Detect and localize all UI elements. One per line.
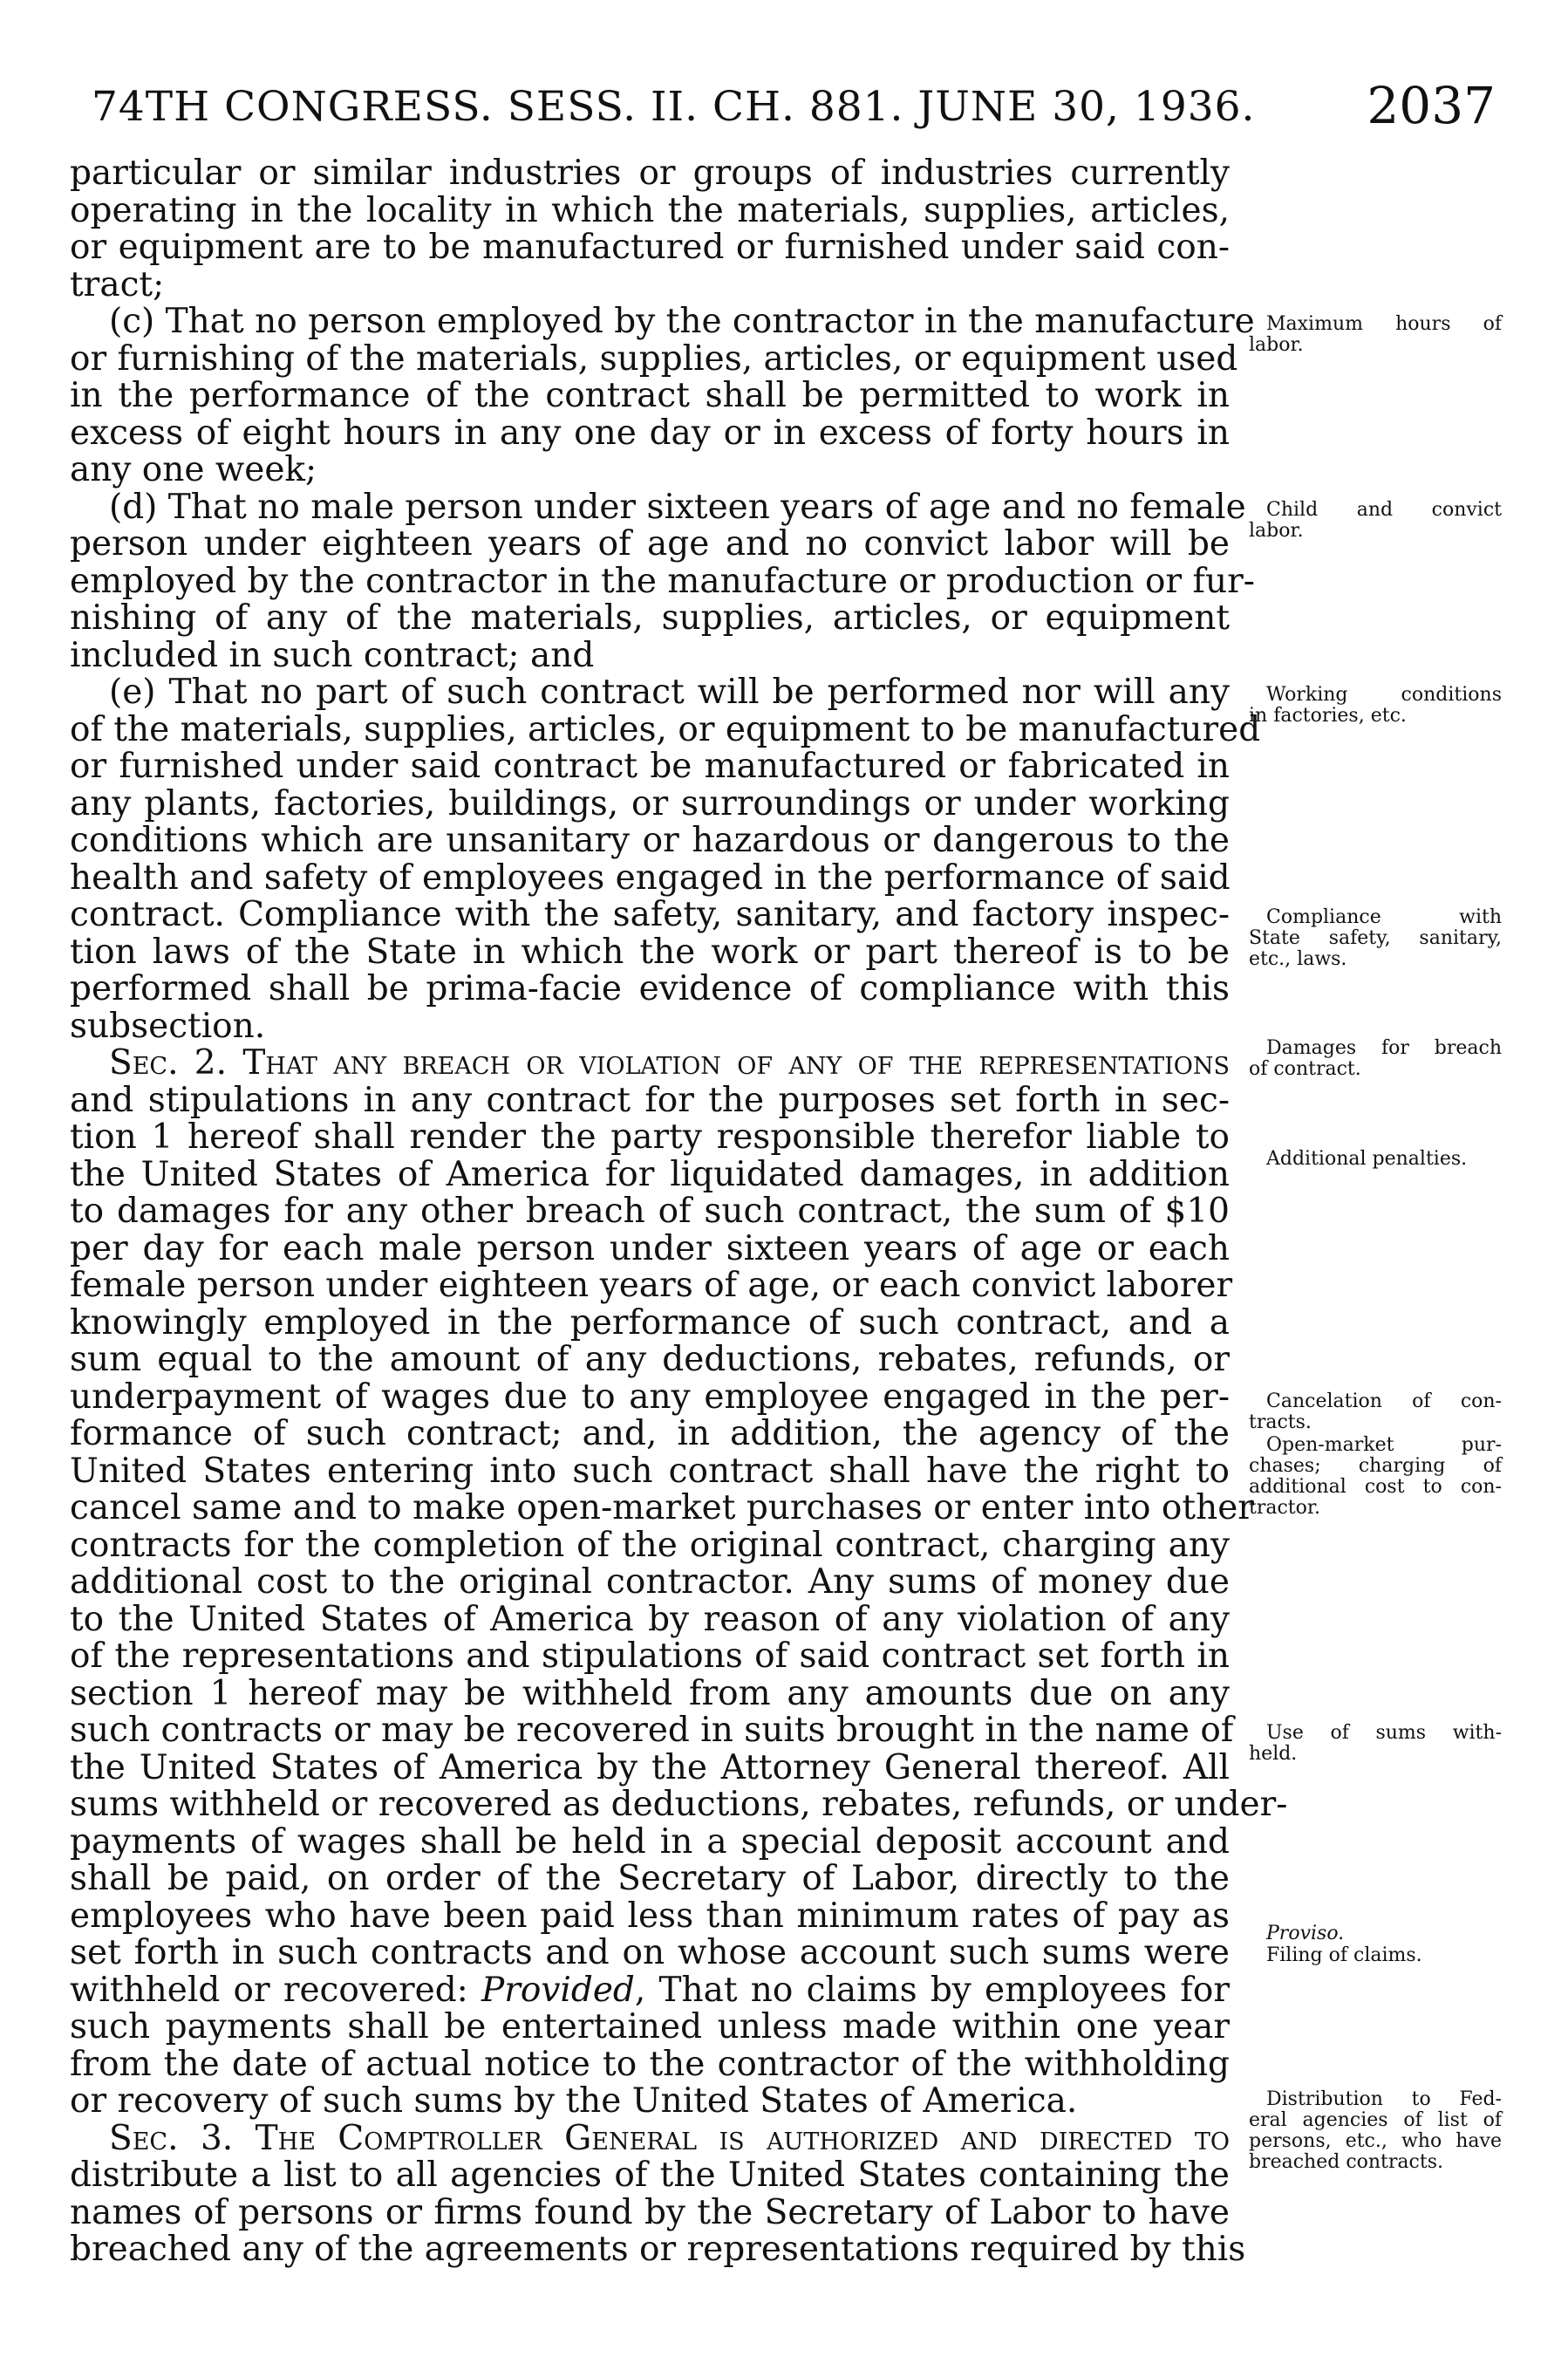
margin-note-working-conditions: Working conditions in factories, etc. bbox=[1249, 684, 1502, 727]
text-line: section 1 hereof may be withheld from any amounts due on any bbox=[70, 1673, 1230, 1713]
text-line: included in such contract; and bbox=[70, 635, 595, 675]
margin-note-proviso: Proviso. bbox=[1266, 1923, 1345, 1944]
text-line: such contracts or may be recovered in suits brought in the name of bbox=[70, 1711, 1234, 1750]
text-line: or furnished under said contract be manufactured or fabricated in bbox=[70, 747, 1230, 786]
text-fragment: withheld or recovered: bbox=[70, 1970, 482, 2010]
text-line: sums withheld or recovered as deductions, rebates, refunds, or under- bbox=[70, 1785, 1288, 1824]
text-line: tion 1 hereof shall render the party responsible therefor liable to bbox=[70, 1117, 1230, 1157]
statute-text bbox=[70, 154, 1288, 2269]
text-line: female person under eighteen years of age, or each convict laborer bbox=[70, 1266, 1233, 1305]
text-fragment: , That no claims by employees for bbox=[634, 1970, 1230, 2010]
text-line: knowingly employed in the performance of such contract, and a bbox=[70, 1302, 1230, 1343]
margin-note-open-market: Open-market pur- chases; charging of additional cost to con- tractor. bbox=[1249, 1434, 1502, 1519]
text-line: or furnishing of the materials, supplies, articles, or equipment used bbox=[70, 338, 1238, 379]
margin-note-filing-claims: Filing of claims. bbox=[1266, 1944, 1422, 1966]
text-line: names of persons or firms found by the Secretary of Labor to have bbox=[70, 2192, 1230, 2232]
text-line: additional cost to the original contractor. Any sums of money due bbox=[70, 1562, 1230, 1602]
text-line: set forth in such contracts and on whose account such sums were bbox=[70, 1933, 1230, 1972]
margin-note-distribution: Distribution to Fed- eral agencies of list of persons, etc., who have breached contracts. bbox=[1249, 2088, 1502, 2173]
text-line: health and safety of employees engaged in the performance of said bbox=[70, 857, 1231, 898]
text-line: any plants, factories, buildings, or surroundings or under working bbox=[70, 783, 1230, 823]
text-line: operating in the locality in which the materials, supplies, articles, bbox=[70, 190, 1230, 230]
text-line-proviso bbox=[70, 1972, 1230, 2010]
text-line: (d) That no male person under sixteen years of age and no female bbox=[109, 487, 1246, 527]
text-line: underpayment of wages due to any employee engaged in the per- bbox=[70, 1377, 1230, 1417]
text-line: breached any of the agreements or representations required by this bbox=[70, 2230, 1246, 2269]
margin-note-additional-penalties: Additional penalties. bbox=[1266, 1148, 1468, 1170]
margin-note-damages: Damages for breach of contract. bbox=[1249, 1037, 1502, 1080]
text-line: to the United States of America by reason of any violation of any bbox=[70, 1599, 1230, 1639]
text-line: of the representations and stipulations of said contract set forth in bbox=[70, 1636, 1230, 1676]
margin-note-max-hours: Maximum hours of labor. bbox=[1249, 313, 1502, 356]
text-line: United States entering into such contract shall have the right to bbox=[70, 1451, 1230, 1491]
text-line: (e) That no part of such contract will be performed nor will any bbox=[109, 673, 1230, 712]
text-line: of the materials, supplies, articles, or equipment to be manufactured bbox=[70, 709, 1261, 749]
text-line: conditions which are unsanitary or hazardous or dangerous to the bbox=[70, 821, 1230, 860]
text-line: subsection. bbox=[70, 1006, 266, 1046]
text-line: any one week; bbox=[70, 450, 317, 489]
text-line: or recovery of such sums by the United States of America. bbox=[70, 2081, 1078, 2121]
text-line: formance of such contract; and, in addition, the agency of the bbox=[70, 1414, 1230, 1453]
text-line: payments of wages shall be held in a special deposit account and bbox=[70, 1821, 1230, 1862]
text-line: cancel same and to make open-market purchases or enter into other bbox=[70, 1488, 1254, 1527]
text-line: nishing of any of the materials, supplies, articles, or equipment bbox=[70, 598, 1230, 638]
text-line: the United States of America by the Attorney General thereof. All bbox=[70, 1747, 1230, 1787]
proviso-italic: Provided bbox=[481, 1970, 635, 2010]
text-line: in the performance of the contract shall be permitted to work in bbox=[70, 376, 1230, 415]
text-line: distribute a list to all agencies of the United States containing the bbox=[70, 2156, 1230, 2195]
text-line: the United States of America for liquidated damages, in addition bbox=[70, 1154, 1230, 1194]
text-line: tion laws of the State in which the work or part thereof is to be bbox=[70, 932, 1230, 972]
text-line: per day for each male person under sixteen years of age or each bbox=[70, 1228, 1230, 1268]
text-line: contracts for the completion of the original contract, charging any bbox=[70, 1525, 1230, 1565]
text-line: performed shall be prima-facie evidence of compliance with this bbox=[70, 969, 1230, 1008]
text-line: tract; bbox=[70, 264, 165, 304]
text-line: employees who have been paid less than minimum rates of pay as bbox=[70, 1896, 1230, 1936]
text-line: from the date of actual notice to the contractor of the withholding bbox=[70, 2044, 1230, 2084]
running-title: 74TH CONGRESS. SESS. II. CH. 881. JUNE 30, 1936. bbox=[92, 83, 1256, 131]
text-line: sum equal to the amount of any deductions, rebates, refunds, or bbox=[70, 1340, 1230, 1379]
page-header bbox=[92, 76, 1496, 144]
text-line: person under eighteen years of age and no convict labor will be bbox=[70, 524, 1230, 564]
text-line: and stipulations in any contract for the purposes set forth in sec- bbox=[70, 1080, 1230, 1120]
text-line: such payments shall be entertained unless made within one year bbox=[70, 2007, 1230, 2046]
text-line: to damages for any other breach of such contract, the sum of $10 bbox=[70, 1192, 1230, 1231]
text-line: shall be paid, on order of the Secretary of Labor, directly to the bbox=[70, 1859, 1230, 1898]
text-line: employed by the contractor in the manufacture or production or fur- bbox=[70, 561, 1255, 601]
text-line: contract. Compliance with the safety, sanitary, and factory inspec- bbox=[70, 895, 1230, 934]
text-line: (c) That no person employed by the contractor in the manufacture bbox=[109, 302, 1255, 341]
page-number: 2037 bbox=[1367, 76, 1496, 135]
text-line: or equipment are to be manufactured or furnished under said con- bbox=[70, 228, 1230, 267]
margin-note-compliance: Compliance with State safety, sanitary, etc., laws. bbox=[1249, 906, 1502, 970]
text-line: excess of eight hours in any one day or in excess of forty hours in bbox=[70, 413, 1230, 453]
margin-note-use-of-sums: Use of sums with- held. bbox=[1249, 1722, 1502, 1765]
margin-note-cancelation: Cancelation of con- tracts. bbox=[1249, 1390, 1502, 1433]
margin-note-child-convict: Child and convict labor. bbox=[1249, 499, 1502, 542]
text-line: Sec. 2. That any breach or violation of any of the representations bbox=[109, 1043, 1230, 1083]
text-line: particular or similar industries or groups of industries currently bbox=[70, 154, 1230, 193]
text-line: Sec. 3. The Comptroller General is authorized and directed to bbox=[109, 2118, 1230, 2158]
